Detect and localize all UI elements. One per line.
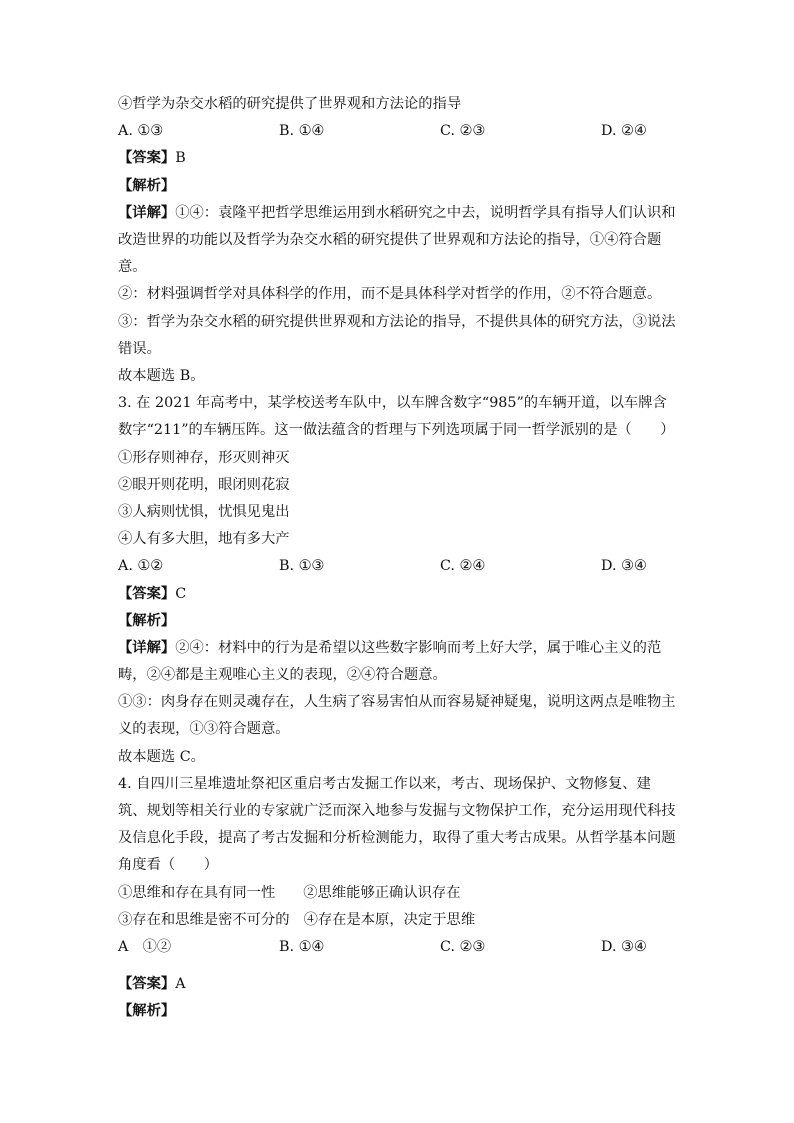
q4-answer-value: A bbox=[175, 976, 186, 993]
q3-detail-p2: ①③：肉身存在则灵魂存在，人生病了容易害怕从而容易疑神疑鬼，说明这两点是唯物主义的表现，①③符合题意。 bbox=[118, 694, 676, 738]
q2-answer bbox=[118, 145, 678, 172]
q4-answer bbox=[118, 971, 678, 998]
q2-analysis-label: 【解析】 bbox=[118, 177, 176, 194]
q3-detail-p1-text: ②④：材料中的行为是希望以这些数字影响而考上好大学，属于唯心主义的范畴，②④都是主观唯心主义的表现，②④符合题意。 bbox=[118, 639, 662, 684]
q2-answer-value: B bbox=[175, 150, 186, 167]
q2-option-a: A. ①③ bbox=[118, 123, 164, 140]
q2-options bbox=[118, 118, 678, 145]
q4-items-row-2 bbox=[118, 907, 678, 934]
q3-detail-p1 bbox=[118, 635, 678, 689]
q2-option-c: C. ②③ bbox=[440, 123, 486, 140]
q4-analysis-label: 【解析】 bbox=[118, 1003, 176, 1020]
q2-item-4: ④哲学为杂交水稻的研究提供了世界观和方法论的指导 bbox=[118, 96, 462, 112]
q2-conclusion: 故本题选 B。 bbox=[118, 367, 205, 384]
q4-option-c: C. ②③ bbox=[440, 939, 486, 956]
page-content bbox=[118, 91, 678, 1026]
q3-item-1: ①形存则神存，形灭则神灭 bbox=[118, 449, 290, 466]
q3-conclusion: 故本题选 C。 bbox=[118, 748, 205, 765]
q4-item-2: ②思维能够正确认识存在 bbox=[303, 884, 461, 901]
q4-item-4: ④存在是本原，决定于思维 bbox=[303, 911, 476, 928]
q3-option-c: C. ②④ bbox=[440, 558, 486, 575]
q2-option-d: D. ②④ bbox=[601, 123, 647, 140]
q2-option-b: B. ①④ bbox=[279, 123, 325, 140]
q4-stem: 4. 自四川三星堆遗址祭祀区重启考古发掘工作以来，考古、现场保护、文物修复、建筑、规划等相关行业的专家就广泛而深入地参与发掘与文物保护工作，充分运用现代科技及信息化手段，提高了考古发掘和分析检测能力，取得了重大考古成果。从哲学基本问题角度看（ ） bbox=[118, 775, 676, 874]
q4-option-a: A ①② bbox=[118, 939, 172, 956]
q2-detail-p1-text: ①④：袁隆平把哲学思维运用到水稻研究之中去，说明哲学具有指导人们认识和改造世界的功能以及哲学为杂交水稻的研究提供了世界观和方法论的指导，①④符合题意。 bbox=[118, 204, 676, 276]
q3-detail-label: 【详解】 bbox=[118, 639, 176, 656]
q2-detail-p2: ②：材料强调哲学对具体科学的作用，而不是具体科学对哲学的作用，②不符合题意。 bbox=[118, 286, 662, 303]
q4-items-row-1 bbox=[118, 880, 678, 907]
spacer bbox=[118, 961, 678, 971]
q3-options bbox=[118, 553, 678, 580]
q4-option-d: D. ③④ bbox=[601, 939, 647, 956]
q3-answer-label: 【答案】 bbox=[118, 585, 176, 602]
q3-stem: 3. 在 2021 年高考中，某学校送考车队中，以车牌含数字“985”的车辆开道，以车牌含数字“211”的车辆压阵。这一做法蕴含的哲理与下列选项属于同一哲学派别的是（ ） bbox=[118, 395, 675, 439]
q3-answer-value: C bbox=[175, 585, 187, 602]
q4-options bbox=[118, 934, 678, 961]
q4-answer-label: 【答案】 bbox=[118, 976, 176, 993]
q3-item-3: ③人病则忧惧，忧惧见鬼出 bbox=[118, 503, 290, 520]
q2-detail-p3: ③：哲学为杂交水稻的研究提供世界观和方法论的指导，不提供具体的研究方法，③说法错误。 bbox=[118, 313, 676, 357]
q3-analysis-label: 【解析】 bbox=[118, 612, 176, 629]
q4-option-b: B. ①④ bbox=[279, 939, 325, 956]
q4-item-3: ③存在和思维是密不可分的 bbox=[118, 911, 290, 928]
q3-option-b: B. ①③ bbox=[279, 558, 325, 575]
q3-answer bbox=[118, 581, 678, 608]
q3-item-2: ②眼开则花明，眼闭则花寂 bbox=[118, 476, 290, 493]
q3-option-d: D. ③④ bbox=[601, 558, 647, 575]
q3-item-4: ④人有多大胆，地有多大产 bbox=[118, 531, 290, 548]
q3-option-a: A. ①② bbox=[118, 558, 164, 575]
q2-answer-label: 【答案】 bbox=[118, 150, 176, 167]
q2-detail-p1 bbox=[118, 200, 678, 282]
q4-item-1: ①思维和存在具有同一性 bbox=[118, 884, 276, 901]
q2-detail-label: 【详解】 bbox=[118, 204, 176, 221]
